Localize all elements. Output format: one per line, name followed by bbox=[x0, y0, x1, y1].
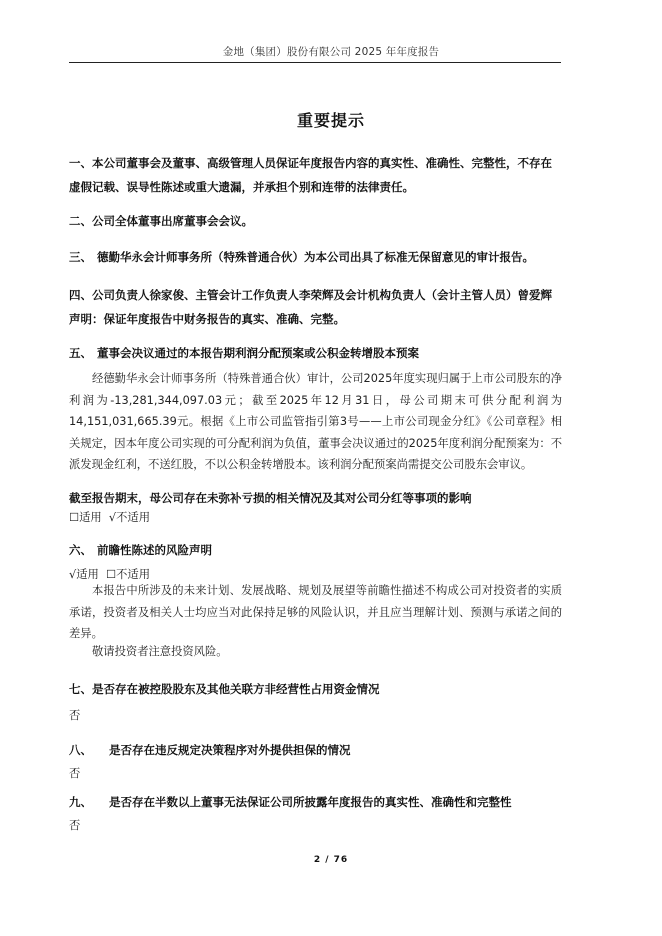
item-8-number: 八、 bbox=[69, 743, 92, 757]
item-6-number: 六、 bbox=[69, 543, 92, 557]
page-number: 2 / 76 bbox=[313, 855, 349, 865]
item-6-body-1: 本报告中所涉及的未来计划、发展战略、规划及展望等前瞻性描述不构成公司对投资者的实质承诺，投资者及相关人士均应当对此保持足够的风险认识，并且应当理解计划、预测与承诺之间的差异。 bbox=[69, 584, 562, 640]
loss-options: ☐适用 √不适用 bbox=[69, 511, 150, 524]
loss-heading: 截至报告期末，母公司存在未弥补亏损的相关情况及其对公司分红等事项的影响 bbox=[69, 491, 472, 505]
item-4 bbox=[69, 283, 562, 331]
item-9-number: 九、 bbox=[69, 795, 92, 809]
item-5-text: 董事会决议通过的本报告期利润分配预案或公积金转增股本预案 bbox=[97, 346, 419, 360]
page-header: 金地（集团）股份有限公司 2025 年年度报告 bbox=[222, 46, 440, 58]
item-4-line-2: 声明：保证年度报告中财务报告的真实、准确、完整。 bbox=[69, 312, 345, 326]
item-6-body-2: 敬请投资者注意投资风险。 bbox=[92, 645, 228, 658]
item-7-answer: 否 bbox=[69, 709, 81, 722]
item-8 bbox=[69, 738, 562, 762]
item-7: 七、是否存在被控股股东及其他关联方非经营性占用资金情况 bbox=[69, 682, 380, 696]
item-4-line-1: 四、公司负责人徐家俊、主管会计工作负责人李荣辉及会计机构负责人（会计主管人员）曾爱辉 bbox=[69, 288, 552, 302]
item-5-heading bbox=[69, 341, 562, 365]
header-rule bbox=[69, 62, 561, 63]
item-6-text: 前瞻性陈述的风险声明 bbox=[97, 543, 212, 557]
item-3-number: 三、 bbox=[69, 250, 92, 264]
page-title: 重要提示 bbox=[296, 111, 365, 130]
item-1 bbox=[69, 151, 562, 199]
item-9-text: 是否存在半数以上董事无法保证公司所披露年度报告的真实性、准确性和完整性 bbox=[109, 795, 512, 809]
item-6-options: √适用 ☐不适用 bbox=[69, 568, 150, 581]
item-1-line-1: 一、本公司董事会及董事、高级管理人员保证年度报告内容的真实性、准确性、完整性，不存在 bbox=[69, 156, 552, 170]
item-5-number: 五、 bbox=[69, 346, 92, 360]
item-9-answer: 否 bbox=[69, 819, 81, 832]
item-3 bbox=[69, 245, 562, 269]
item-5-body: 经德勤华永会计师事务所（特殊普通合伙）审计，公司2025年度实现归属于上市公司股东的净利润为-13,281,344,097.03元；截至2025年12月31日，母公司期末可供分配利润为14,151,031,665.39元。根据《上市公司监管指引第3号——上市公司现金分红》《公司章程》相关规定，因本年度公司实现的可分配利润为负值，董事会决议通过的2025年度利润分配预案为：不派发现金红利，不送红股，不以公积金转增股本。该利润分配预案尚需提交公司股东会审议。 bbox=[69, 372, 562, 471]
item-8-answer: 否 bbox=[69, 767, 81, 780]
item-2: 二、公司全体董事出席董事会会议。 bbox=[69, 214, 253, 228]
item-6-heading bbox=[69, 538, 562, 562]
item-9 bbox=[69, 790, 562, 814]
item-1-line-2: 虚假记载、误导性陈述或重大遗漏，并承担个别和连带的法律责任。 bbox=[69, 180, 414, 194]
item-3-text: 德勤华永会计师事务所（特殊普通合伙）为本公司出具了标准无保留意见的审计报告。 bbox=[97, 250, 534, 264]
item-8-text: 是否存在违反规定决策程序对外提供担保的情况 bbox=[109, 743, 351, 757]
